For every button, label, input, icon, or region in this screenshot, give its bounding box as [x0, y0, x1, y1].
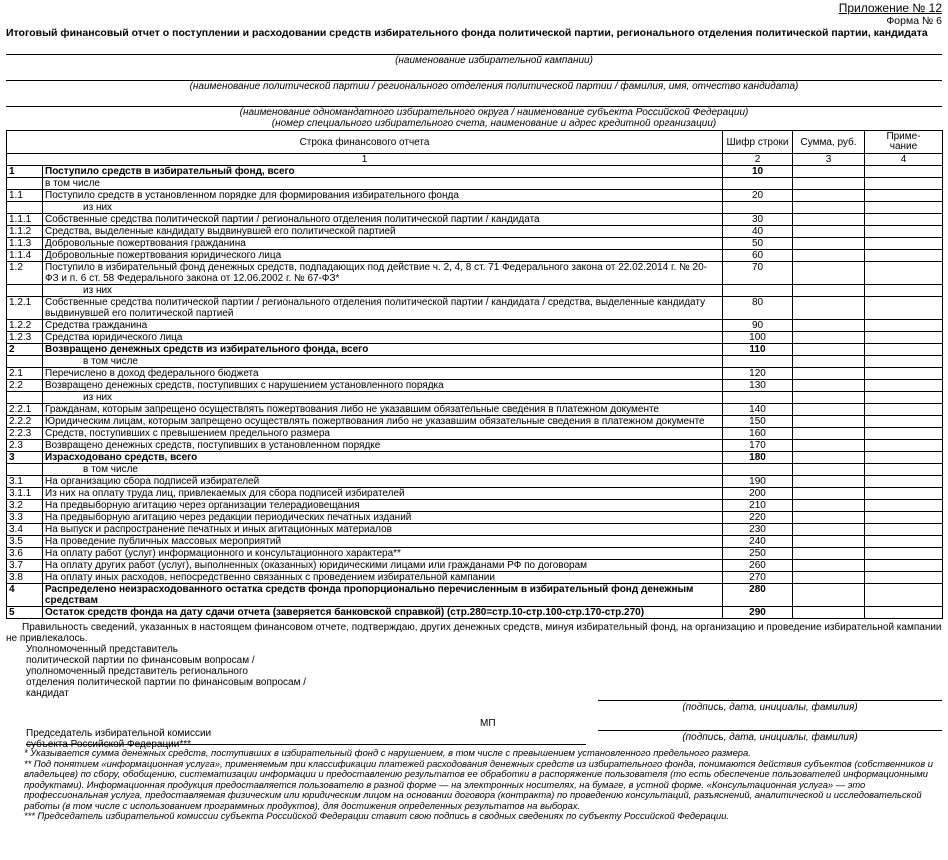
row-label: Средства юридического лица [43, 332, 723, 344]
row-code: 200 [723, 488, 793, 500]
row-label: из них [43, 392, 723, 404]
row-note-cell[interactable] [865, 488, 943, 500]
index-sum: 3 [793, 154, 865, 166]
representative-signature-caption: (подпись, дата, инициалы, фамилия) [682, 702, 858, 713]
row-code: 250 [723, 548, 793, 560]
table-row [7, 250, 943, 262]
row-label: в том числе [43, 178, 723, 190]
row-code [723, 202, 793, 214]
row-label: На оплату иных расходов, непосредственно связанных с проведением избирательной кампании [43, 572, 723, 584]
table-row [7, 380, 943, 392]
row-label: из них [43, 285, 723, 297]
table-header-row [7, 131, 943, 154]
row-sum-cell[interactable] [793, 428, 865, 440]
table-row [7, 226, 943, 238]
row-label: Добровольные пожертвования гражданина [43, 238, 723, 250]
row-sum-cell[interactable] [793, 464, 865, 476]
row-note-cell[interactable] [865, 524, 943, 536]
row-label: Добровольные пожертвования юридического лица [43, 250, 723, 262]
row-note-cell[interactable] [865, 416, 943, 428]
table-row [7, 356, 943, 368]
table-row [7, 392, 943, 404]
table-row [7, 488, 943, 500]
table-row [7, 572, 943, 584]
row-code [723, 392, 793, 404]
row-note-cell[interactable] [865, 536, 943, 548]
row-sum-cell[interactable] [793, 262, 865, 285]
table-row [7, 404, 943, 416]
row-note-cell[interactable] [865, 404, 943, 416]
table-row [7, 440, 943, 452]
chairman-signature-line[interactable] [598, 730, 942, 731]
row-code: 20 [723, 190, 793, 202]
footnote-3: *** Председатель избирательной комиссии субъекта Российской Федерации ставит свою подпись в сводных сведениях по субъекту Российской Федерации. [24, 810, 730, 821]
row-code: 150 [723, 416, 793, 428]
row-sum-cell[interactable] [793, 332, 865, 344]
table-row [7, 214, 943, 226]
row-sum-cell[interactable] [793, 452, 865, 464]
row-note-cell[interactable] [865, 166, 943, 178]
table-row [7, 607, 943, 619]
row-number: 3 [7, 452, 43, 464]
row-label: Возвращено денежных средств, поступивших с нарушением установленного порядка [43, 380, 723, 392]
row-label: Остаток средств фонда на дату сдачи отчета (заверяется банковской справкой) (стр.280=стр.10-стр.100-стр.170-стр.270) [43, 607, 723, 619]
row-number: 3.1 [7, 476, 43, 488]
row-note-cell[interactable] [865, 392, 943, 404]
row-code: 260 [723, 560, 793, 572]
row-number: 1.1.4 [7, 250, 43, 262]
row-code: 210 [723, 500, 793, 512]
row-code: 100 [723, 332, 793, 344]
row-note-cell[interactable] [865, 607, 943, 619]
row-sum-cell[interactable] [793, 536, 865, 548]
row-sum-cell[interactable] [793, 392, 865, 404]
row-code: 30 [723, 214, 793, 226]
row-code: 290 [723, 607, 793, 619]
row-number: 2.1 [7, 368, 43, 380]
table-row [7, 584, 943, 607]
row-number: 3.2 [7, 500, 43, 512]
table-row [7, 476, 943, 488]
header-note: Приме- чание [865, 131, 943, 154]
row-label: Средства, выделенные кандидату выдвинувшей его политической партией [43, 226, 723, 238]
row-note-cell[interactable] [865, 202, 943, 214]
seal-place: МП [480, 718, 496, 729]
row-sum-cell[interactable] [793, 344, 865, 356]
row-label: из них [43, 202, 723, 214]
row-note-cell[interactable] [865, 500, 943, 512]
row-number: 3.7 [7, 560, 43, 572]
row-label: На предвыборную агитацию через редакции периодических печатных изданий [43, 512, 723, 524]
row-note-cell[interactable] [865, 452, 943, 464]
row-note-cell[interactable] [865, 572, 943, 584]
row-note-cell[interactable] [865, 560, 943, 572]
table-row [7, 190, 943, 202]
row-note-cell[interactable] [865, 190, 943, 202]
row-sum-cell[interactable] [793, 226, 865, 238]
row-note-cell[interactable] [865, 476, 943, 488]
row-code: 60 [723, 250, 793, 262]
row-label: Возвращено денежных средств, поступивших в установленном порядке [43, 440, 723, 452]
district-caption: (наименование одномандатного избирательного округа / наименование субъекта Российской Федерации) [239, 107, 749, 118]
row-label: Распределено неизрасходованного остатка средств фонда пропорционально перечисленным в избирательный фонд денежным средствам [43, 584, 723, 607]
row-label: Юридическим лицам, которым запрещено осуществлять пожертвования либо не указавшим обязательные сведения в платежном документе [43, 416, 723, 428]
party-caption: (наименование политической партии / регионального отделения политической партии / фамилия, имя, отчество кандидата) [189, 81, 799, 92]
row-sum-cell[interactable] [793, 488, 865, 500]
table-row [7, 416, 943, 428]
table-row [7, 536, 943, 548]
row-label: На организацию сбора подписей избирателей [43, 476, 723, 488]
row-number: 1.2.3 [7, 332, 43, 344]
row-label: На оплату других работ (услуг), выполненных (оказанных) юридическими лицами или гражданами РФ по договорам [43, 560, 723, 572]
table-row [7, 297, 943, 320]
account-caption: (номер специального избирательного счета, наименование и адрес кредитной организации) [271, 118, 717, 129]
campaign-field[interactable] [6, 42, 942, 55]
row-note-cell[interactable] [865, 380, 943, 392]
table-row [7, 178, 943, 190]
row-label: Поступило в избирательный фонд денежных средств, подпадающих под действие ч. 2, 4, 8 ст. 71 Федерального закона от 22.02.2014 г. № 20-ФЗ и п. 6 ст. 58 Федерального закона от 12.06.2002 г. № 67-ФЗ* [43, 262, 723, 285]
index-note: 4 [865, 154, 943, 166]
representative-label: Уполномоченный представитель политической партии по финансовым вопросам / уполномоченный представитель регионального отделения политической партии по финансовым вопросам / кандидат [26, 644, 307, 699]
table-row [7, 332, 943, 344]
index-code: 2 [723, 154, 793, 166]
appendix-label: Приложение № 12 [838, 1, 942, 15]
row-sum-cell[interactable] [793, 214, 865, 226]
row-sum-cell[interactable] [793, 320, 865, 332]
row-sum-cell[interactable] [793, 524, 865, 536]
row-number [7, 392, 43, 404]
row-note-cell[interactable] [865, 250, 943, 262]
row-sum-cell[interactable] [793, 512, 865, 524]
row-number: 3.1.1 [7, 488, 43, 500]
row-sum-cell[interactable] [793, 440, 865, 452]
row-sum-cell[interactable] [793, 607, 865, 619]
row-label: Собственные средства политической партии / регионального отделения политической партии / кандидата / средства, выделенные кандидату выдвинувшей его политической партией [43, 297, 723, 320]
row-label: Собственные средства политической партии / регионального отделения политической партии / кандидата [43, 214, 723, 226]
row-sum-cell[interactable] [793, 190, 865, 202]
table-row [7, 452, 943, 464]
row-sum-cell[interactable] [793, 356, 865, 368]
row-sum-cell[interactable] [793, 368, 865, 380]
row-label: На предвыборную агитацию через организации телерадиовещания [43, 500, 723, 512]
row-code: 70 [723, 262, 793, 285]
row-label: На проведение публичных массовых мероприятий [43, 536, 723, 548]
row-label: Возвращено денежных средств из избирательного фонда, всего [43, 344, 723, 356]
table-row [7, 285, 943, 297]
table-index-row [7, 154, 943, 166]
row-note-cell[interactable] [865, 356, 943, 368]
row-code: 230 [723, 524, 793, 536]
row-number [7, 356, 43, 368]
row-note-cell[interactable] [865, 262, 943, 285]
row-note-cell[interactable] [865, 297, 943, 320]
table-row [7, 524, 943, 536]
row-note-cell[interactable] [865, 428, 943, 440]
row-number: 3.8 [7, 572, 43, 584]
row-sum-cell[interactable] [793, 404, 865, 416]
row-code: 90 [723, 320, 793, 332]
row-note-cell[interactable] [865, 512, 943, 524]
row-number: 3.4 [7, 524, 43, 536]
row-code: 190 [723, 476, 793, 488]
row-note-cell[interactable] [865, 320, 943, 332]
row-number: 1 [7, 166, 43, 178]
signature-block [6, 644, 942, 754]
row-number: 1.1.2 [7, 226, 43, 238]
row-label: Израсходовано средств, всего [43, 452, 723, 464]
row-code [723, 356, 793, 368]
table-row [7, 320, 943, 332]
row-code: 270 [723, 572, 793, 584]
row-sum-cell[interactable] [793, 285, 865, 297]
header-code: Шифр строки [723, 131, 793, 154]
row-number: 1.1.3 [7, 238, 43, 250]
campaign-caption: (наименование избирательной кампании) [395, 55, 593, 66]
row-number: 3.5 [7, 536, 43, 548]
row-number: 2.2.1 [7, 404, 43, 416]
footnote-2: ** Под понятием «информационная услуга», применяемым при классификации платежей расходования денежных средств из избирательного фонда, понимаются действия субъектов (собственников и владельцев) по сбору, обобщению, систематизации информации и предоставлению результатов ее обработки в распоряжение пользователя (то есть обеспечение пользователей информационными продуктами). Информационная продукция предоставляется пользователю в разной форме — на электронных носителях, на бумаге, в устной форме. «Консультационная услуга» — это профессиональная услуга, предоставляемая физическим или юридическим лицом на основании договора (контракта) по проведению консультаций, разъяснений, аналитической и исследовательской работы (в том числе с использованием программных продуктов), для достижения определенных результатов на выборах. [24, 757, 933, 811]
row-code: 160 [723, 428, 793, 440]
row-code: 280 [723, 584, 793, 607]
district-field[interactable] [6, 94, 942, 107]
party-field[interactable] [6, 68, 942, 81]
table-row [7, 464, 943, 476]
row-code: 110 [723, 344, 793, 356]
row-sum-cell[interactable] [793, 297, 865, 320]
table-row [7, 238, 943, 250]
row-number: 5 [7, 607, 43, 619]
table-row [7, 368, 943, 380]
row-label: Поступило средств в установленном порядке для формирования избирательного фонда [43, 190, 723, 202]
row-code: 50 [723, 238, 793, 250]
row-note-cell[interactable] [865, 584, 943, 607]
row-note-cell[interactable] [865, 464, 943, 476]
row-sum-cell[interactable] [793, 166, 865, 178]
page-title: Итоговый финансовый отчет о поступлении и расходовании средств избирательного фонда политической партии, регионального отделения политической партии, кандидата [6, 27, 928, 39]
row-sum-cell[interactable] [793, 560, 865, 572]
row-label: Поступило средств в избирательный фонд, всего [43, 166, 723, 178]
row-sum-cell[interactable] [793, 238, 865, 250]
table-row [7, 344, 943, 356]
table-row [7, 548, 943, 560]
row-note-cell[interactable] [865, 226, 943, 238]
row-label: Гражданам, которым запрещено осуществлять пожертвования либо не указавшим обязательные сведения в платежном документе [43, 404, 723, 416]
row-sum-cell[interactable] [793, 380, 865, 392]
row-number [7, 464, 43, 476]
report-page [6, 2, 942, 822]
row-sum-cell[interactable] [793, 202, 865, 214]
row-number [7, 202, 43, 214]
footnote-1: * Указывается сумма денежных средств, поступивших в избирательный фонд с нарушением, в том числе с превышением установленного предельного размера. [24, 747, 751, 758]
row-code [723, 178, 793, 190]
row-code: 170 [723, 440, 793, 452]
report-table [6, 130, 943, 619]
row-label: в том числе [43, 356, 723, 368]
row-label: Средств, поступивших с превышением предельного размера [43, 428, 723, 440]
table-row [7, 560, 943, 572]
row-number: 2.2 [7, 380, 43, 392]
row-number: 2.2.2 [7, 416, 43, 428]
row-note-cell[interactable] [865, 344, 943, 356]
row-number: 1.2 [7, 262, 43, 285]
footnote-divider [26, 744, 586, 745]
row-number [7, 178, 43, 190]
row-note-cell[interactable] [865, 332, 943, 344]
row-sum-cell[interactable] [793, 476, 865, 488]
row-code [723, 464, 793, 476]
row-number: 3.6 [7, 548, 43, 560]
footnotes [24, 748, 942, 822]
header-sum: Сумма, руб. [793, 131, 865, 154]
row-number: 4 [7, 584, 43, 607]
chairman-signature-caption: (подпись, дата, инициалы, фамилия) [682, 732, 858, 743]
row-label: Средства гражданина [43, 320, 723, 332]
row-sum-cell[interactable] [793, 584, 865, 607]
row-note-cell[interactable] [865, 178, 943, 190]
table-row [7, 166, 943, 178]
row-code: 80 [723, 297, 793, 320]
row-label: Перечислено в доход федерального бюджета [43, 368, 723, 380]
table-row [7, 202, 943, 214]
row-code: 120 [723, 368, 793, 380]
row-note-cell[interactable] [865, 214, 943, 226]
row-sum-cell[interactable] [793, 178, 865, 190]
row-number: 2.3 [7, 440, 43, 452]
row-code: 40 [723, 226, 793, 238]
row-code [723, 285, 793, 297]
form-number: Форма № 6 [886, 15, 942, 27]
row-note-cell[interactable] [865, 548, 943, 560]
row-number: 2 [7, 344, 43, 356]
index-line: 1 [7, 154, 723, 166]
row-label: в том числе [43, 464, 723, 476]
row-sum-cell[interactable] [793, 572, 865, 584]
row-number [7, 285, 43, 297]
row-label: На выпуск и распространение печатных и иных агитационных материалов [43, 524, 723, 536]
representative-signature-line[interactable] [598, 700, 942, 701]
row-number: 1.1 [7, 190, 43, 202]
row-sum-cell[interactable] [793, 416, 865, 428]
chairman-label: Председатель избирательной комиссии субъекта Российской Федерации*** [26, 728, 212, 750]
table-row [7, 512, 943, 524]
row-code: 220 [723, 512, 793, 524]
row-note-cell[interactable] [865, 440, 943, 452]
row-note-cell[interactable] [865, 368, 943, 380]
row-sum-cell[interactable] [793, 250, 865, 262]
row-number: 1.2.2 [7, 320, 43, 332]
table-row [7, 500, 943, 512]
row-number: 2.2.3 [7, 428, 43, 440]
row-label: Из них на оплату труда лиц, привлекаемых для сбора подписей избирателей [43, 488, 723, 500]
row-code: 140 [723, 404, 793, 416]
row-code: 10 [723, 166, 793, 178]
row-code: 240 [723, 536, 793, 548]
row-code: 130 [723, 380, 793, 392]
row-label: На оплату работ (услуг) информационного и консультационного характера** [43, 548, 723, 560]
row-sum-cell[interactable] [793, 500, 865, 512]
row-number: 1.2.1 [7, 297, 43, 320]
header-line: Строка финансового отчета [7, 131, 723, 154]
row-code: 180 [723, 452, 793, 464]
row-sum-cell[interactable] [793, 548, 865, 560]
row-note-cell[interactable] [865, 285, 943, 297]
row-note-cell[interactable] [865, 238, 943, 250]
table-row [7, 262, 943, 285]
row-number: 1.1.1 [7, 214, 43, 226]
confirmation-text: Правильность сведений, указанных в настоящем финансовом отчете, подтверждаю, других денежных средств, минуя избирательный фонд, на организацию и проведение избирательной кампании не привлекалось. [6, 622, 942, 644]
report-body [7, 166, 943, 619]
row-number: 3.3 [7, 512, 43, 524]
table-row [7, 428, 943, 440]
